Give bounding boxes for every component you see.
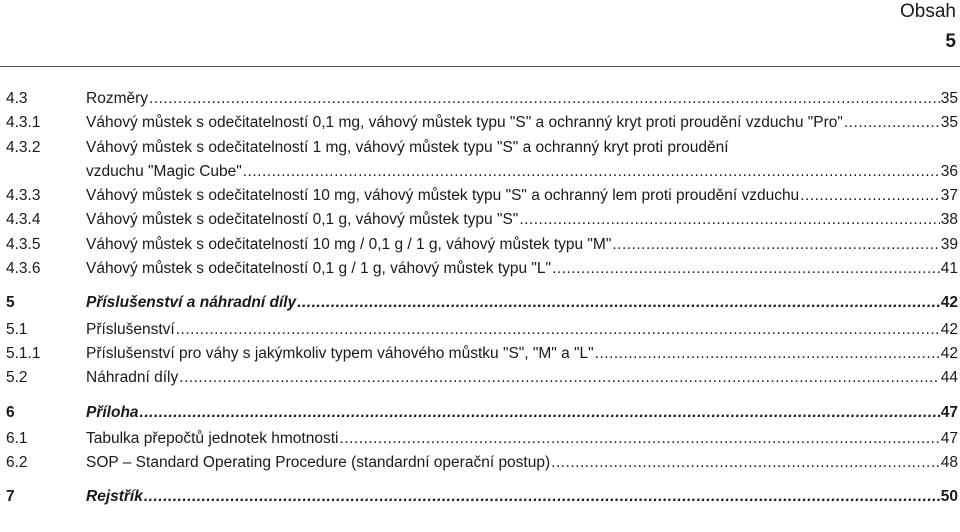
toc-entry-page: 50	[940, 488, 958, 506]
toc-entry-title: Příslušenství	[86, 320, 175, 338]
dot-leader	[551, 451, 940, 475]
toc-entry-title: Tabulka přepočtů jednotek hmotnosti	[86, 429, 339, 447]
toc-entry-continuation[interactable]	[6, 160, 960, 184]
toc-entry-title: Váhový můstek s odečitatelností 10 mg, váhový můstek typu "S" a ochranný lem proti proudění vzduchu	[86, 187, 800, 205]
toc-entry-title: Váhový můstek s odečitatelností 10 mg / 0,1 g / 1 g, váhový můstek typu "M"	[86, 235, 612, 253]
toc-entry-title: Rejstřík	[86, 488, 143, 506]
toc-entry-page: 42	[940, 294, 958, 312]
toc-entry[interactable]	[6, 184, 960, 208]
toc-entry[interactable]	[6, 427, 960, 451]
toc-entry-page: 42	[940, 320, 958, 338]
toc-entry-page: 35	[940, 114, 958, 132]
toc-entry-number: 4.3.6	[6, 260, 41, 278]
dot-leader	[519, 208, 939, 232]
toc-entry[interactable]	[6, 208, 960, 232]
toc-chapter[interactable]	[6, 291, 960, 315]
toc-entry-number: 5.2	[6, 369, 28, 387]
toc-entry-title: SOP – Standard Operating Procedure (standardní operační postup)	[86, 454, 551, 472]
toc-entry[interactable]	[6, 342, 960, 366]
toc-entry-number: 4.3.1	[6, 114, 41, 132]
dot-leader	[179, 366, 940, 390]
toc-entry-title: Váhový můstek s odečitatelností 0,1 g, váhový můstek typu "S"	[86, 211, 519, 229]
toc-chapter[interactable]	[6, 485, 960, 509]
toc-entry-page: 41	[940, 260, 958, 278]
toc-entry-number: 7	[6, 488, 15, 506]
section-title: Obsah	[900, 1, 956, 22]
toc-entry-number: 6.1	[6, 429, 28, 447]
toc-entry-page: 48	[940, 454, 958, 472]
dot-leader	[339, 427, 939, 451]
toc-entry-number: 5	[6, 294, 15, 312]
dot-leader	[243, 160, 940, 184]
toc-entry-number: 4.3	[6, 90, 28, 107]
page-number: 5	[945, 31, 956, 52]
dot-leader	[800, 184, 940, 208]
toc-entry[interactable]	[6, 366, 960, 390]
toc-entry[interactable]	[6, 233, 960, 257]
toc-entry-page: 47	[940, 403, 958, 421]
dot-leader	[149, 87, 940, 111]
toc-entry-number: 4.3.3	[6, 187, 41, 205]
toc-entry[interactable]	[6, 111, 960, 135]
toc-entry-page: 37	[940, 187, 958, 205]
toc-entry[interactable]	[6, 87, 960, 111]
toc-entry-title: Váhový můstek s odečitatelností 0,1 g / 1 g, váhový můstek typu "L"	[86, 260, 552, 278]
toc-entry-number: 4.3.4	[6, 211, 41, 229]
toc-entry-title: Příslušenství a náhradní díly	[86, 294, 297, 312]
dot-leader	[297, 291, 940, 315]
toc-chapter[interactable]	[6, 401, 960, 425]
header-divider	[0, 66, 960, 67]
toc-entry-title-cont: vzduchu "Magic Cube"	[86, 162, 242, 180]
dot-leader	[844, 111, 940, 135]
toc-entry-number: 5.1.1	[6, 344, 41, 362]
toc-entry-title: Náhradní díly	[86, 369, 179, 387]
toc-entry-page: 38	[940, 211, 958, 229]
toc-entry-number: 5.1	[6, 320, 28, 338]
dot-leader	[612, 233, 939, 257]
toc-entry-page: 44	[940, 369, 958, 387]
dot-leader	[595, 342, 940, 366]
dot-leader	[140, 401, 940, 425]
toc-entry-title: Příloha	[86, 403, 139, 421]
toc-entry-page: 36	[940, 162, 958, 180]
toc-entry[interactable]	[6, 451, 960, 475]
toc-entry[interactable]	[6, 257, 960, 281]
toc-entry-page: 47	[940, 429, 958, 447]
dot-leader	[552, 257, 940, 281]
table-of-contents	[6, 87, 960, 510]
toc-entry-title: Rozměry	[86, 90, 149, 107]
toc-entry-number: 6	[6, 403, 15, 421]
toc-entry[interactable]	[6, 136, 960, 160]
toc-entry-title: Váhový můstek s odečitatelností 1 mg, váhový můstek typu "S" a ochranný kryt proti proudění	[86, 138, 729, 156]
toc-entry-number: 4.3.5	[6, 235, 41, 253]
dot-leader	[144, 485, 940, 509]
toc-entry-number: 4.3.2	[6, 138, 41, 156]
dot-leader	[176, 318, 940, 342]
toc-entry-number: 6.2	[6, 454, 28, 472]
toc-entry-page: 35	[940, 90, 958, 107]
toc-entry-title: Příslušenství pro váhy s jakýmkoliv typem váhového můstku "S", "M" a "L"	[86, 344, 594, 362]
toc-entry[interactable]	[6, 318, 960, 342]
toc-entry-page: 42	[940, 344, 958, 362]
toc-entry-title: Váhový můstek s odečitatelností 0,1 mg, váhový můstek typu "S" a ochranný kryt proti proudění vzduchu "Pro"	[86, 114, 843, 132]
toc-entry-page: 39	[940, 235, 958, 253]
